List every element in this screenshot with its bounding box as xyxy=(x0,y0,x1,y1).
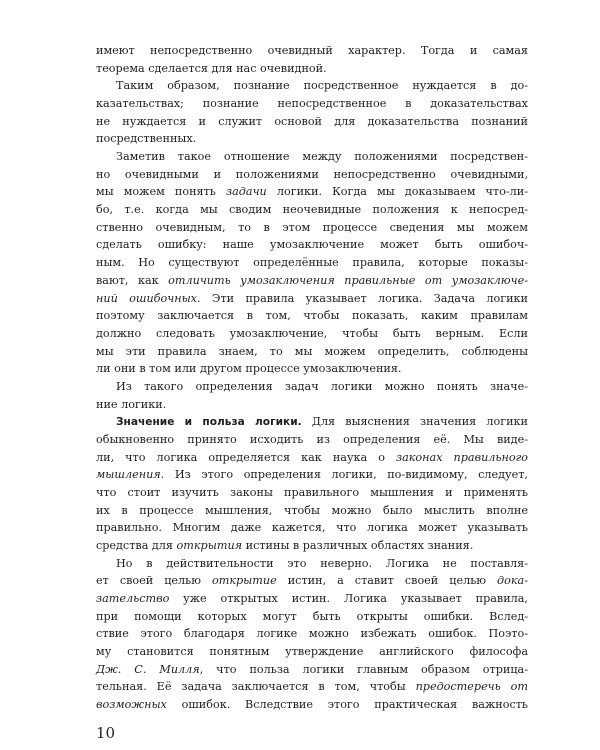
text-line: тельная. Её задача заключается в том, чтобы предостеречь от xyxy=(96,680,528,694)
text-line: казательствах; познание непосредственное в доказательствах xyxy=(96,97,528,110)
emphasis: ний ошибочных xyxy=(96,291,197,305)
emphasis: дока- xyxy=(497,574,529,588)
emphasis: задачи xyxy=(226,185,267,199)
text-line: вают, как отличить умозаключения правильные от умозаключе- xyxy=(96,273,528,287)
emphasis: законах правильного xyxy=(395,450,528,464)
page-number: 10 xyxy=(96,724,116,742)
text-line: правильно. Многим даже кажется, что логика может указывать xyxy=(96,521,528,535)
text-line: их в процессе мышления, чтобы можно было мыслить вполне xyxy=(96,503,528,517)
text-line: ствие этого благодаря логике можно избежать ошибок. Поэто- xyxy=(96,627,528,641)
text-line: теорема сделается для нас очевидной. xyxy=(96,61,327,75)
text-line: сделать ошибку: наше умозаключение может быть ошибоч- xyxy=(96,238,528,252)
text-line: имеют непосредственно очевидный характер. Тогда и самая xyxy=(96,44,528,57)
text-line: ным. Но существуют определённые правила, которые показы- xyxy=(96,256,528,270)
emphasis: мышления xyxy=(96,468,161,482)
text-line: бо, т.е. когда мы сводим неочевидные положения к непосред- xyxy=(96,203,528,217)
text-line: поэтому заключается в том, чтобы показать, каким правилам xyxy=(96,309,528,323)
text-line: ли они в том или другом процессе умозаключения. xyxy=(96,362,402,376)
text-line: ственно очевидным, то в этом процессе сведения мы можем xyxy=(96,220,528,234)
text-line: мы можем понять задачи логики. Когда мы доказываем что-ли- xyxy=(96,185,528,199)
text-line: ние логики. xyxy=(96,397,167,411)
text-line: Из такого определения задач логики можно понять значе- xyxy=(116,379,528,393)
text-line: обыкновенно принято исходить из определения её. Мы виде- xyxy=(96,432,528,446)
text-line: Но в действительности это неверно. Логика не поставля- xyxy=(116,556,528,570)
text-line: му становится понятным утверждение английского философа xyxy=(96,645,528,658)
text-line: ний ошибочных. Эти правила указывает логика. Задача логики xyxy=(96,291,529,305)
text-line: ет своей целью открытие истин, а ставит своей целью дока- xyxy=(96,574,529,588)
text-line: должно следовать умозаключение, чтобы быть верным. Если xyxy=(96,326,528,340)
text-line: возможных ошибок. Вследствие этого практическая важность xyxy=(96,698,528,711)
text-line: мы эти правила знаем, то мы можем определить, соблюдены xyxy=(96,344,528,358)
emphasis: возможных xyxy=(96,698,167,711)
text-line: посредственных. xyxy=(96,132,197,146)
emphasis: зательство xyxy=(96,591,170,605)
text-line: что стоит изучить законы правильного мышления и применять xyxy=(96,485,528,499)
text-line: Значение и польза логики. Для выяснения значения логики xyxy=(116,415,528,429)
emphasis: Дж. С. Милля xyxy=(96,662,200,676)
text-line: ли, что логика определяется как наука о законах правильного xyxy=(96,450,528,464)
text-line: не нуждается и служит основой для доказательства познаний xyxy=(96,114,528,128)
text-line: Таким образом, познание посредственное нуждается в до- xyxy=(116,79,528,93)
emphasis: открытие xyxy=(211,574,277,588)
emphasis: открытия xyxy=(176,538,243,552)
emphasis: предостеречь от xyxy=(415,680,528,694)
text-line: средства для открытия истины в различных областях знания. xyxy=(96,538,474,552)
text-line: мышления. Из этого определения логики, по-видимому, следует, xyxy=(96,468,528,482)
emphasis: отличить умозаключения правильные от умозаключе- xyxy=(168,273,528,287)
text-line: но очевидными и положениями непосредственно очевидными, xyxy=(96,167,528,181)
text-line: при помощи которых могут быть открыты ошибки. Вслед- xyxy=(96,609,528,623)
section-heading: Значение и польза логики. xyxy=(116,416,302,429)
text-line: зательство уже открытых истин. Логика указывает правила, xyxy=(96,591,528,605)
text-line: Дж. С. Милля, что польза логики главным образом отрица- xyxy=(96,662,528,676)
text-line: Заметив такое отношение между положениями посредствен- xyxy=(116,150,528,164)
